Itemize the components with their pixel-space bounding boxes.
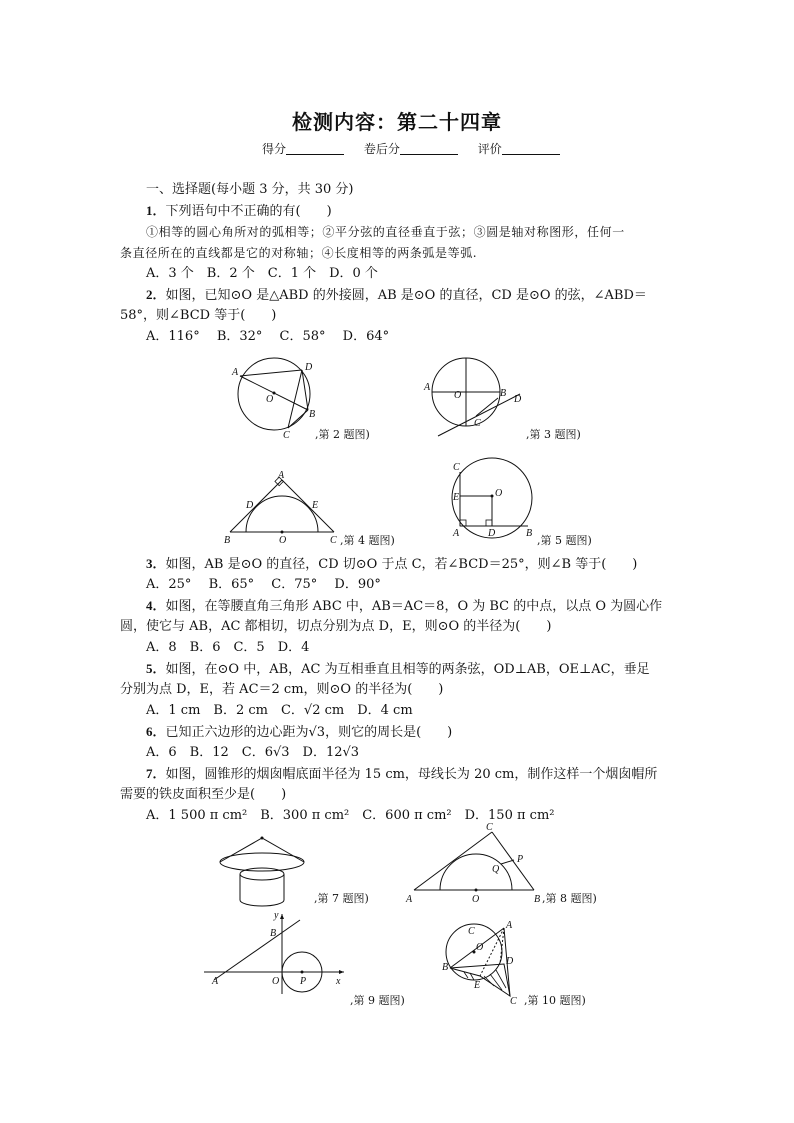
point-label: C	[330, 535, 337, 546]
point-label: B	[500, 388, 507, 399]
score-line	[262, 140, 576, 157]
point-label: O	[495, 488, 503, 499]
point-label: C	[474, 418, 481, 429]
question-stem: 已知正六边形的边心距为√3，则它的周长是( )	[165, 725, 453, 740]
question-stem: 如图，在等腰直角三角形 ABC 中，AB＝AC＝8，O 为 BC 的中点，以点 O 为圆心作	[165, 599, 663, 614]
point-label: B	[526, 528, 533, 539]
q5-stem-line2: 分别为点 D，E，若 AC＝2 cm，则⊙O 的半径为( )	[120, 682, 444, 697]
evaluation-label: 评价	[477, 142, 502, 156]
point-label: C	[510, 996, 517, 1007]
q6-options: A．6 B．12 C．6√3 D．12√3	[146, 745, 360, 760]
post-score-label: 卷后分	[363, 142, 400, 156]
figure-9-caption: ,第 9 题图)	[350, 994, 405, 1007]
question-stem: 如图，AB 是⊙O 的直径，CD 切⊙O 于点 C，若∠BCD＝25°，则∠B 等于( )	[165, 557, 638, 572]
figure-5-caption: ,第 5 题图)	[537, 534, 592, 547]
question-number: 3．	[146, 556, 166, 571]
point-label: E	[474, 980, 481, 991]
question-6	[146, 722, 452, 743]
point-label: A	[232, 367, 239, 378]
point-label: D	[305, 362, 313, 373]
question-number: 5．	[146, 661, 166, 676]
point-label: P	[517, 854, 524, 865]
question-2	[146, 285, 647, 306]
question-number: 6．	[146, 724, 166, 739]
figure-4-diagram	[222, 466, 344, 546]
q1-options: A．3 个 B．2 个 C．1 个 D．0 个	[146, 266, 378, 281]
question-stem: 如图，已知⊙O 是△ABD 的外接圆，AB 是⊙O 的直径，CD 是⊙O 的弦，∠ABD＝	[165, 288, 647, 303]
figure-3-diagram	[420, 352, 530, 442]
point-label: A	[453, 528, 460, 539]
point-label: B	[270, 928, 277, 939]
question-number: 2．	[146, 287, 166, 302]
axis-label: x	[336, 976, 341, 987]
point-label: A	[424, 382, 431, 393]
point-label: A	[506, 920, 513, 931]
point-label: A	[406, 894, 413, 905]
post-score-blank[interactable]	[400, 142, 458, 155]
point-label: D	[514, 394, 522, 405]
figure-8-diagram	[404, 820, 544, 906]
axis-label: y	[274, 910, 279, 921]
q7-options: A．1 500 π cm² B．300 π cm² C．600 π cm² D．150 π cm²	[146, 808, 555, 823]
point-label: O	[472, 894, 480, 905]
question-number: 1．	[146, 203, 166, 218]
point-label: P	[300, 976, 307, 987]
point-label: E	[312, 500, 319, 511]
q5-options: A．1 cm B．2 cm C．√2 cm D．4 cm	[146, 703, 413, 718]
score-label: 得分	[262, 142, 287, 156]
figure-3-caption: ,第 3 题图)	[526, 428, 581, 441]
q4-stem-line2: 圆，使它与 AB，AC 都相切，切点分别为点 D，E，则⊙O 的半径为( )	[120, 619, 552, 634]
point-label: A	[212, 976, 219, 987]
page-title: 检测内容：第二十四章	[292, 110, 502, 134]
q2-stem-line2: 58°，则∠BCD 等于( )	[120, 308, 277, 323]
question-4	[146, 596, 662, 617]
point-label: C	[453, 462, 460, 473]
point-label: O	[272, 976, 280, 987]
point-label: C	[283, 430, 290, 441]
score-blank[interactable]	[286, 142, 344, 155]
figure-7-diagram	[210, 830, 310, 910]
point-label: C	[468, 926, 475, 937]
question-stem: 下列语句中不正确的有( )	[165, 204, 332, 219]
question-number: 7．	[146, 766, 166, 781]
figure-4-caption: ,第 4 题图)	[340, 534, 395, 547]
point-label: B	[309, 409, 316, 420]
point-label: E	[453, 492, 460, 503]
q1-statement-line2: 条直径所在的直线都是它的对称轴；④长度相等的两条弧是等弧.	[120, 246, 478, 260]
section-heading: 一、选择题(每小题 3 分，共 30 分)	[146, 182, 354, 197]
q7-stem-line2: 需要的铁皮面积至少是( )	[120, 787, 287, 802]
question-5	[146, 659, 650, 680]
point-label: B	[224, 535, 231, 546]
figure-10-caption: ,第 10 题图)	[524, 994, 586, 1007]
figure-7-caption: ,第 7 题图)	[314, 892, 369, 905]
point-label: A	[278, 470, 285, 481]
point-label: Q	[492, 864, 500, 875]
point-label: D	[506, 956, 514, 967]
q4-options: A．8 B．6 C．5 D．4	[146, 640, 310, 655]
point-label: O	[266, 394, 274, 405]
q1-statement-line1: ①相等的圆心角所对的弧相等；②平分弦的直径垂直于弦；③圆是轴对称图形，任何一	[146, 225, 625, 239]
figure-8-caption: ,第 8 题图)	[542, 892, 597, 905]
question-stem: 如图，在⊙O 中，AB，AC 为互相垂直且相等的两条弦，OD⊥AB，OE⊥AC，垂足	[165, 662, 650, 677]
point-label: D	[246, 500, 254, 511]
point-label: O	[454, 390, 462, 401]
point-label: O	[476, 942, 484, 953]
point-label: B	[534, 894, 541, 905]
figure-10-diagram	[438, 918, 528, 1010]
evaluation-blank[interactable]	[502, 142, 560, 155]
question-number: 4．	[146, 598, 166, 613]
q2-options: A．116° B．32° C．58° D．64°	[146, 329, 390, 344]
question-stem: 如图，圆锥形的烟囱帽底面半径为 15 cm，母线长为 20 cm，制作这样一个烟囱帽所	[165, 767, 658, 782]
point-label: C	[486, 822, 493, 833]
question-7	[146, 764, 657, 785]
question-3	[146, 554, 637, 575]
figure-2-caption: ,第 2 题图)	[315, 428, 370, 441]
point-label: B	[442, 962, 449, 973]
point-label: D	[488, 528, 496, 539]
figure-2-diagram	[228, 350, 328, 445]
figure-9-diagram	[200, 910, 350, 996]
q3-options: A．25° B．65° C．75° D．90°	[146, 577, 381, 592]
figure-5-diagram	[446, 456, 540, 550]
question-1	[146, 201, 332, 222]
point-label: O	[279, 535, 287, 546]
